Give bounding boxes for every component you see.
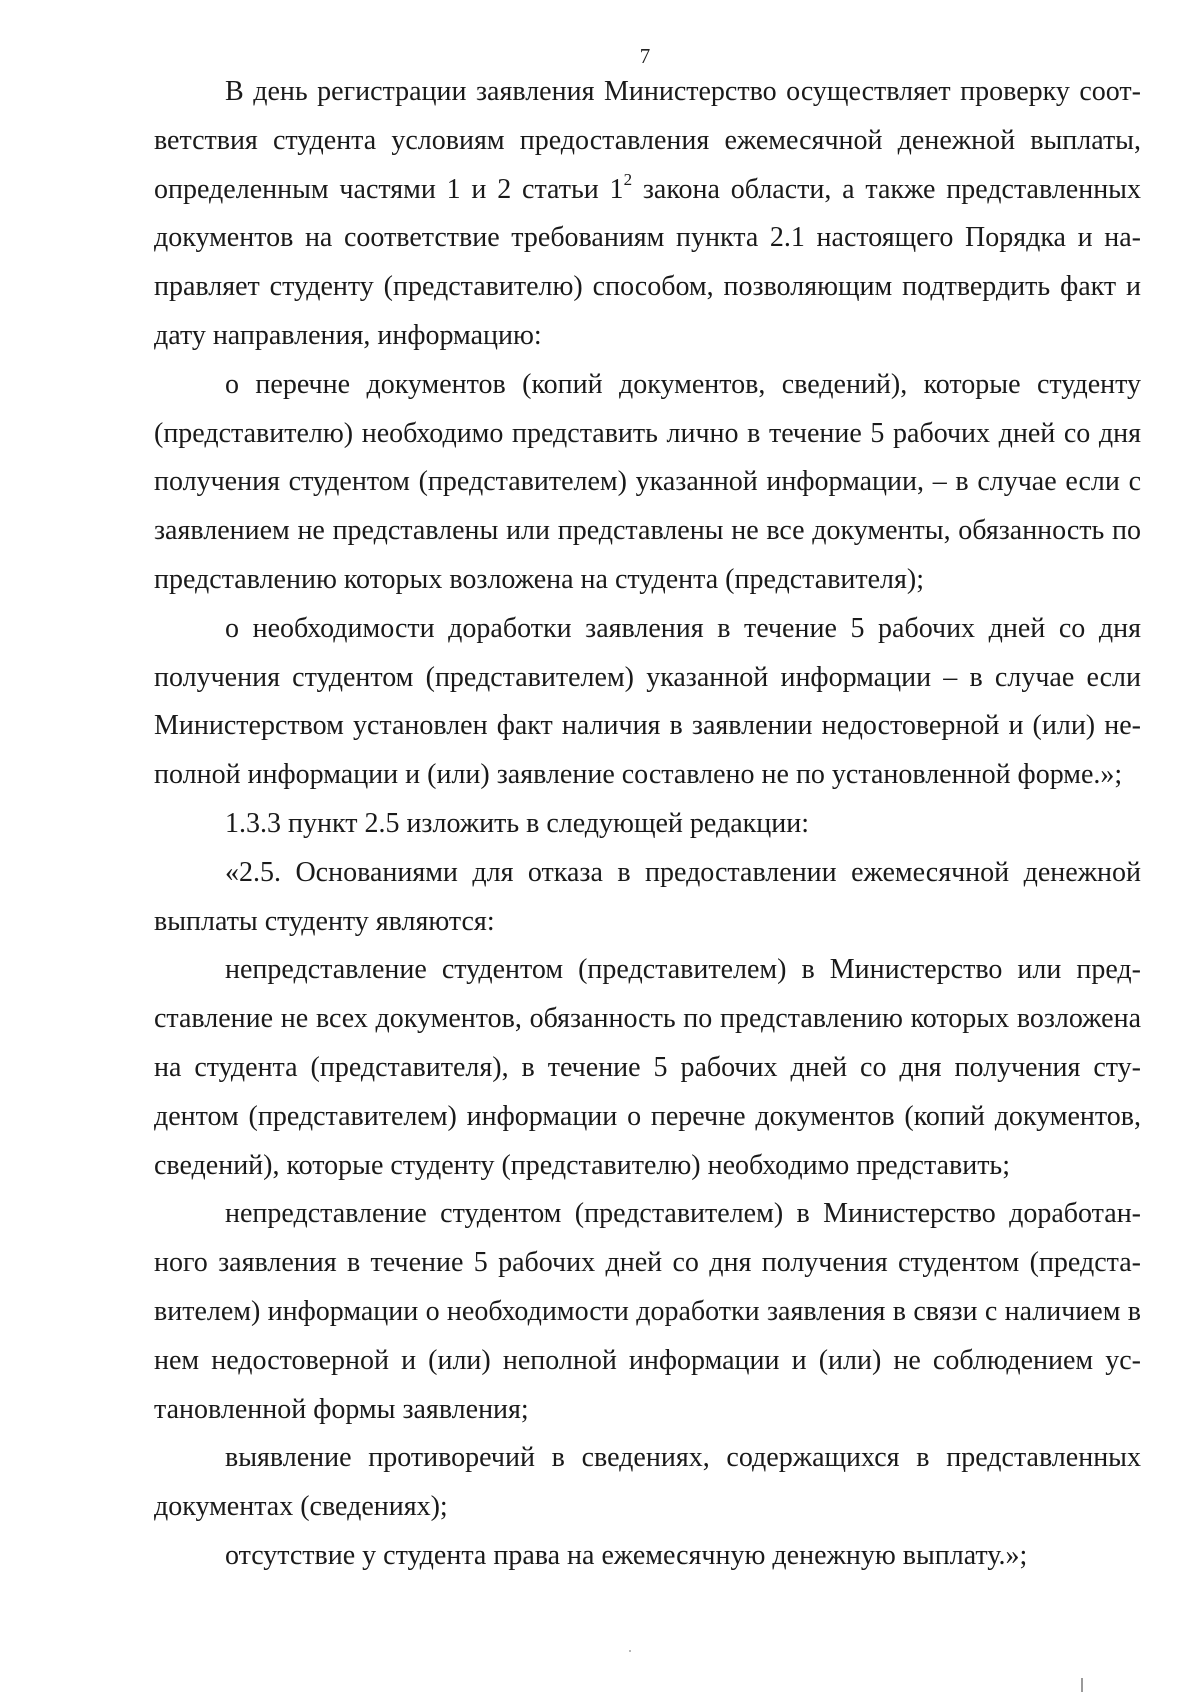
paragraph-text: закона области, а также представленных документов на соответствие требованиям пункта 2.1 настоящего Порядка и направляет студенту (представителю) способом, позволяющим подтвердить факт и дату направления, информацию: bbox=[154, 173, 1141, 351]
paragraph-refusal-grounds-intro: «2.5. Основаниями для отказа в предоставлении ежемесячной денежной выплаты студенту являются: bbox=[154, 856, 1141, 937]
paragraph-refusal-ground-documents: непредставление студентом (представителем) в Министерство или представление не всех документов, обязанность по представлению которых возложена на студента (представителя), в течение 5 рабочих дней со дня получения студентом (представителем) информации о перечне документов (копий документов, сведений), которые студенту (представителю) необходимо представить; bbox=[154, 954, 1141, 1181]
paragraph-amendment-2-5: 1.3.3 пункт 2.5 изложить в следующей редакции: bbox=[225, 807, 809, 839]
page-number: 7 bbox=[639, 44, 651, 68]
paragraph-refusal-ground-contradictions: выявление противоречий в сведениях, содержащихся в представленных документах (сведениях); bbox=[154, 1442, 1141, 1523]
paragraph-refusal-ground-no-right: отсутствие у студента права на ежемесячную денежную выплату.»; bbox=[225, 1539, 1028, 1571]
superscript-article-number: 2 bbox=[623, 170, 633, 190]
paragraph-document-list-info: о перечне документов (копий документов, сведений), которые студенту (представителю) необходимо представить лично в течение 5 рабочих дней со дня получения студентом (представителем) указанной информации, – в случае если с заявлением не представлены или представлены не все документы, обязанность по представлению которых возложена на студента (представителя); bbox=[154, 368, 1141, 595]
paragraph-text: В день регистрации заявления Министерство осуществляет проверку соответствия студента условиям предоставления ежемесячной денежной выплаты, определенным частями 1 и 2 статьи 1 bbox=[154, 76, 1141, 205]
paragraph-revision-info: о необходимости доработки заявления в течение 5 рабочих дней со дня получения студентом (представителем) указанной информации – в случае если Министерством установлен факт наличия в заявлении недостоверной и (или) неполной информации и (или) заявление составлено не по установленной форме.»; bbox=[154, 612, 1141, 791]
paragraph-refusal-ground-revision: непредставление студентом (представителем) в Министерство доработанного заявления в течение 5 рабочих дней со дня получения студентом (представителем) информации о необходимости доработки заявления в связи с наличием в нем недостоверной и (или) неполной информации и (или) не соблюдением установленной формы заявления; bbox=[154, 1198, 1141, 1425]
scan-edge-mark bbox=[1081, 1678, 1083, 1692]
scan-speck bbox=[629, 1650, 631, 1652]
document-body bbox=[154, 68, 1141, 1581]
paragraph-registration-check bbox=[154, 68, 1141, 361]
